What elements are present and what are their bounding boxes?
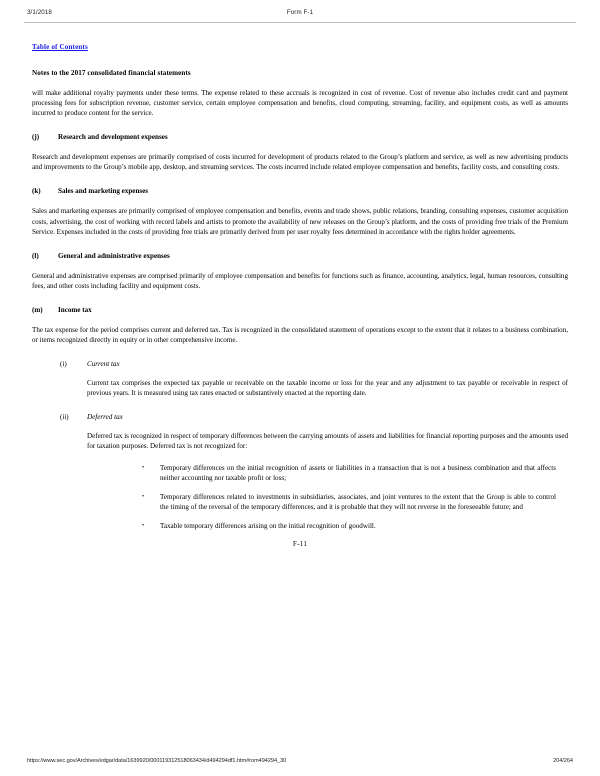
deferred-tax-exclusions-list	[32, 463, 568, 531]
section-heading-j	[32, 133, 568, 141]
page-number-marker: F-11	[292, 539, 308, 548]
subsection-paragraph-ii: Deferred tax is recognized in respect of temporary differences between the carrying amounts of assets and liabilities for financial reporting purposes and the amounts used for taxation purposes. Deferred tax is not recognized for:	[87, 432, 568, 451]
section-marker-l: (l)	[32, 251, 39, 260]
print-footer-url: https://www.sec.gov/Archives/edgar/data/1639920/000119312518063434/d494294df1.htm#rom494294_30	[27, 758, 287, 764]
section-paragraph-j: Research and development expenses are primarily comprised of costs incurred for development of products related to the Group’s platform and service, as well as new advertising products and improvements to the Group’s mobile app, desktop, and streaming services. The costs incurred include related employee compensation and benefits, facility costs, and consulting costs.	[32, 153, 568, 172]
subsection-marker-i: (i)	[60, 360, 67, 369]
print-header-date: 3/1/2018	[27, 9, 52, 16]
list-item-text: Temporary differences related to investments in subsidiaries, associates, and joint ventures to the extent that the Group is able to control the timing of the reversal of the temporary differences, and it is probable that they will not reverse in the foreseeable future; and	[160, 492, 556, 511]
bullet-icon: •	[142, 522, 145, 529]
subsection-paragraph-i: Current tax comprises the expected tax payable or receivable on the taxable income or loss for the year and any adjustment to tax payable or receivable in respect of previous years. It is measured using tax rates enacted or substantively enacted at the reporting date.	[87, 379, 568, 398]
section-marker-m: (m)	[32, 305, 43, 314]
section-paragraph-k: Sales and marketing expenses are primarily comprised of employee compensation and benefits, events and trade shows, public relations, branding, consulting expenses, customer acquisition costs, advertising, the cost of working with record labels and artists to promote the availability of new releases on the Group’s platform, and the costs of providing free trials of the Premium Service. Expenses included in the costs of providing free trials are primarily derived from per user royalty fees determined in accordance with the rights holder agreements.	[32, 207, 568, 236]
section-heading-l	[32, 252, 568, 260]
document-body	[32, 69, 568, 548]
page-title: Notes to the 2017 consolidated financial statements	[32, 69, 191, 77]
subsection-deferred-tax	[32, 413, 568, 451]
bullet-icon: •	[142, 493, 145, 500]
section-title-k: Sales and marketing expenses	[58, 187, 149, 196]
print-header	[0, 0, 600, 22]
section-marker-k: (k)	[32, 187, 41, 196]
print-footer-page-indicator: 204/264	[553, 758, 573, 764]
list-item-text: Taxable temporary differences arising on the initial recognition of goodwill.	[160, 521, 376, 530]
subsection-heading-i	[60, 360, 568, 368]
subsection-current-tax	[32, 360, 568, 398]
section-heading-m	[32, 306, 568, 314]
section-title-l: General and administrative expenses	[58, 251, 170, 260]
subsection-title-ii: Deferred tax	[87, 413, 123, 422]
section-paragraph-m: The tax expense for the period comprises current and deferred tax. Tax is recognized in the consolidated statement of operations except to the extent that it relates to a business combination, or items recognized directly in equity or in other comprehensive income.	[32, 325, 568, 345]
list-item	[32, 521, 568, 531]
section-marker-j: (j)	[32, 133, 40, 142]
list-item	[32, 463, 568, 483]
intro-paragraph: will make additional royalty payments under these terms. The expense related to these accruals is recognized in cost of revenue. Cost of revenue also includes credit card and payment processing fees for subscription revenue, customer service, certain employee compensation and benefits, cloud computing, streaming, facility, and equipment costs, as well as amounts incurred to produce content for the service.	[32, 89, 568, 118]
print-footer	[0, 740, 600, 776]
document-sheet	[24, 22, 576, 776]
section-title-m: Income tax	[58, 305, 92, 314]
subsection-title-i: Current tax	[87, 360, 120, 369]
section-heading-k	[32, 187, 568, 195]
section-title-j: Research and development expenses	[58, 133, 168, 142]
list-item-text: Temporary differences on the initial recognition of assets or liabilities in a transaction that is not a business combination and that affects neither accounting nor taxable profit or loss;	[160, 463, 556, 482]
table-of-contents-link[interactable]: Table of Contents	[32, 43, 88, 51]
bullet-icon: •	[142, 464, 145, 471]
subsection-marker-ii: (ii)	[60, 413, 69, 422]
subsection-heading-ii	[60, 413, 568, 421]
print-header-title: Form F-1	[286, 9, 314, 16]
section-paragraph-l: General and administrative expenses are comprised primarily of employee compensation and benefits for functions such as finance, accounting, analytics, legal, human resources, consulting fees, and other costs including facility and equipment costs.	[32, 271, 568, 290]
list-item	[32, 492, 568, 512]
